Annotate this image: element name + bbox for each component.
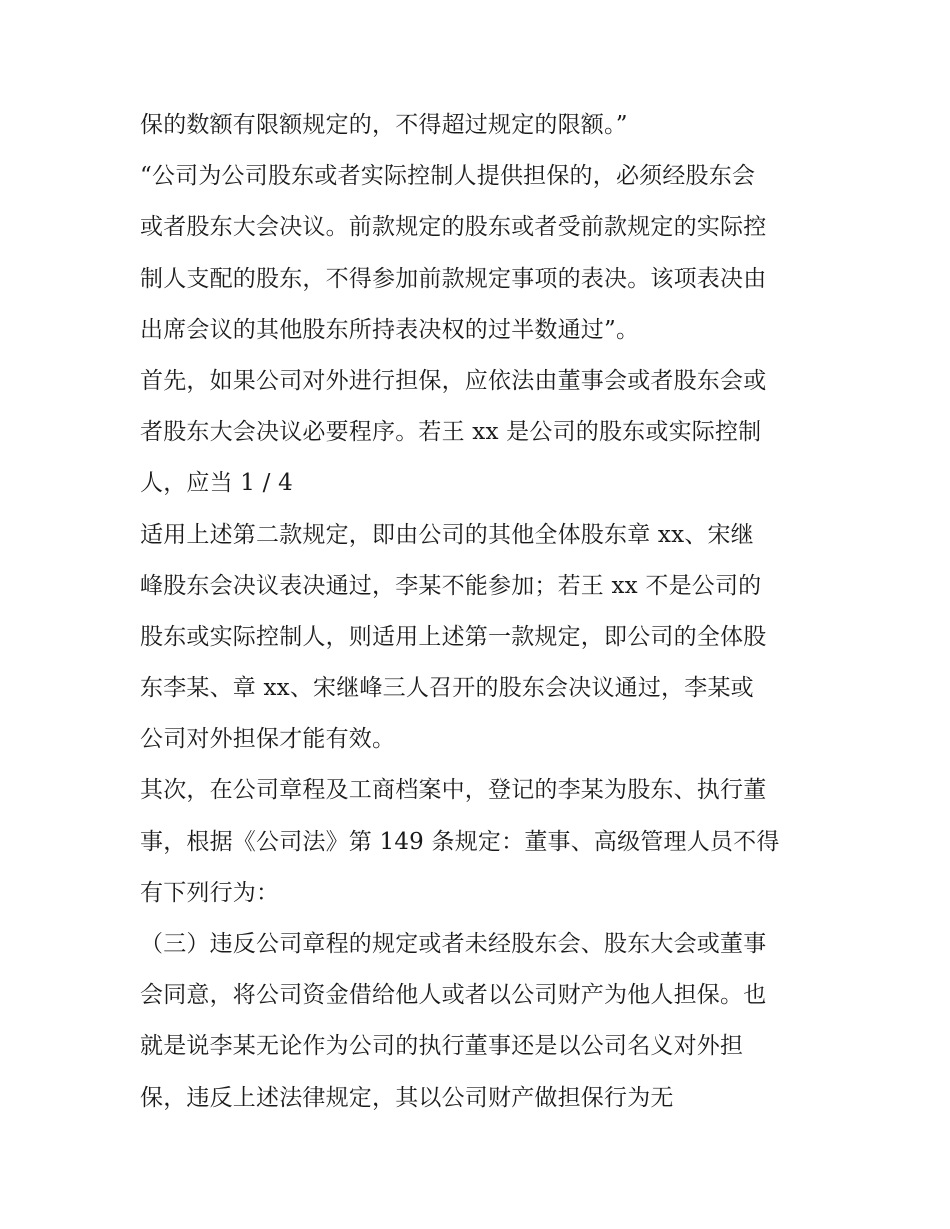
text-line: 首先，如果公司对外进行担保，应依法由董事会或者股东会或 — [140, 367, 767, 394]
text-line: 保，违反上述法律规定，其以公司财产做担保行为无 — [140, 1084, 674, 1111]
text-line: 或者股东大会决议。前款规定的股东或者受前款规定的实际控 — [140, 214, 767, 241]
text-line: （三）违反公司章程的规定或者未经股东会、股东大会或董事 — [140, 931, 767, 957]
text-line: 股东或实际控制人，则适用上述第一款规定，即公司的全体股 — [140, 623, 767, 650]
text-line: “公司为公司股东或者实际控制人提供担保的，必须经股东会 — [140, 163, 756, 190]
text-line: 事，根据《公司法》第 149 条规定：董事、高级管理人员不得 — [140, 828, 780, 855]
text-line: 制人支配的股东，不得参加前款规定事项的表决。该项表决由 — [140, 265, 767, 292]
document-body — [140, 100, 820, 1124]
text-line: 会同意，将公司资金借给他人或者以公司财产为他人担保。也 — [140, 982, 767, 1009]
text-line: 有下列行为： — [140, 879, 280, 906]
text-line: 保的数额有限额规定的，不得超过规定的限额。” — [140, 112, 628, 138]
text-line: 其次，在公司章程及工商档案中，登记的李某为股东、执行董 — [140, 777, 767, 804]
text-line: 就是说李某无论作为公司的执行董事还是以公司名义对外担 — [140, 1033, 744, 1060]
text-line-with-page-number: 人，应当 1 / 4 — [140, 470, 293, 497]
text-line: 者股东大会决议必要程序。若王 xx 是公司的股东或实际控制 — [140, 419, 762, 446]
text-line: 公司对外担保才能有效。 — [140, 726, 396, 753]
text-line: 东李某、章 xx、宋继峰三人召开的股东会决议通过，李某或 — [140, 675, 754, 702]
text-line: 出席会议的其他股东所持表决权的过半数通过”。 — [140, 316, 640, 343]
text-line: 峰股东会决议表决通过，李某不能参加；若王 xx 不是公司的 — [140, 572, 762, 599]
text-line: 适用上述第二款规定，即由公司的其他全体股东章 xx、宋继 — [140, 521, 754, 548]
